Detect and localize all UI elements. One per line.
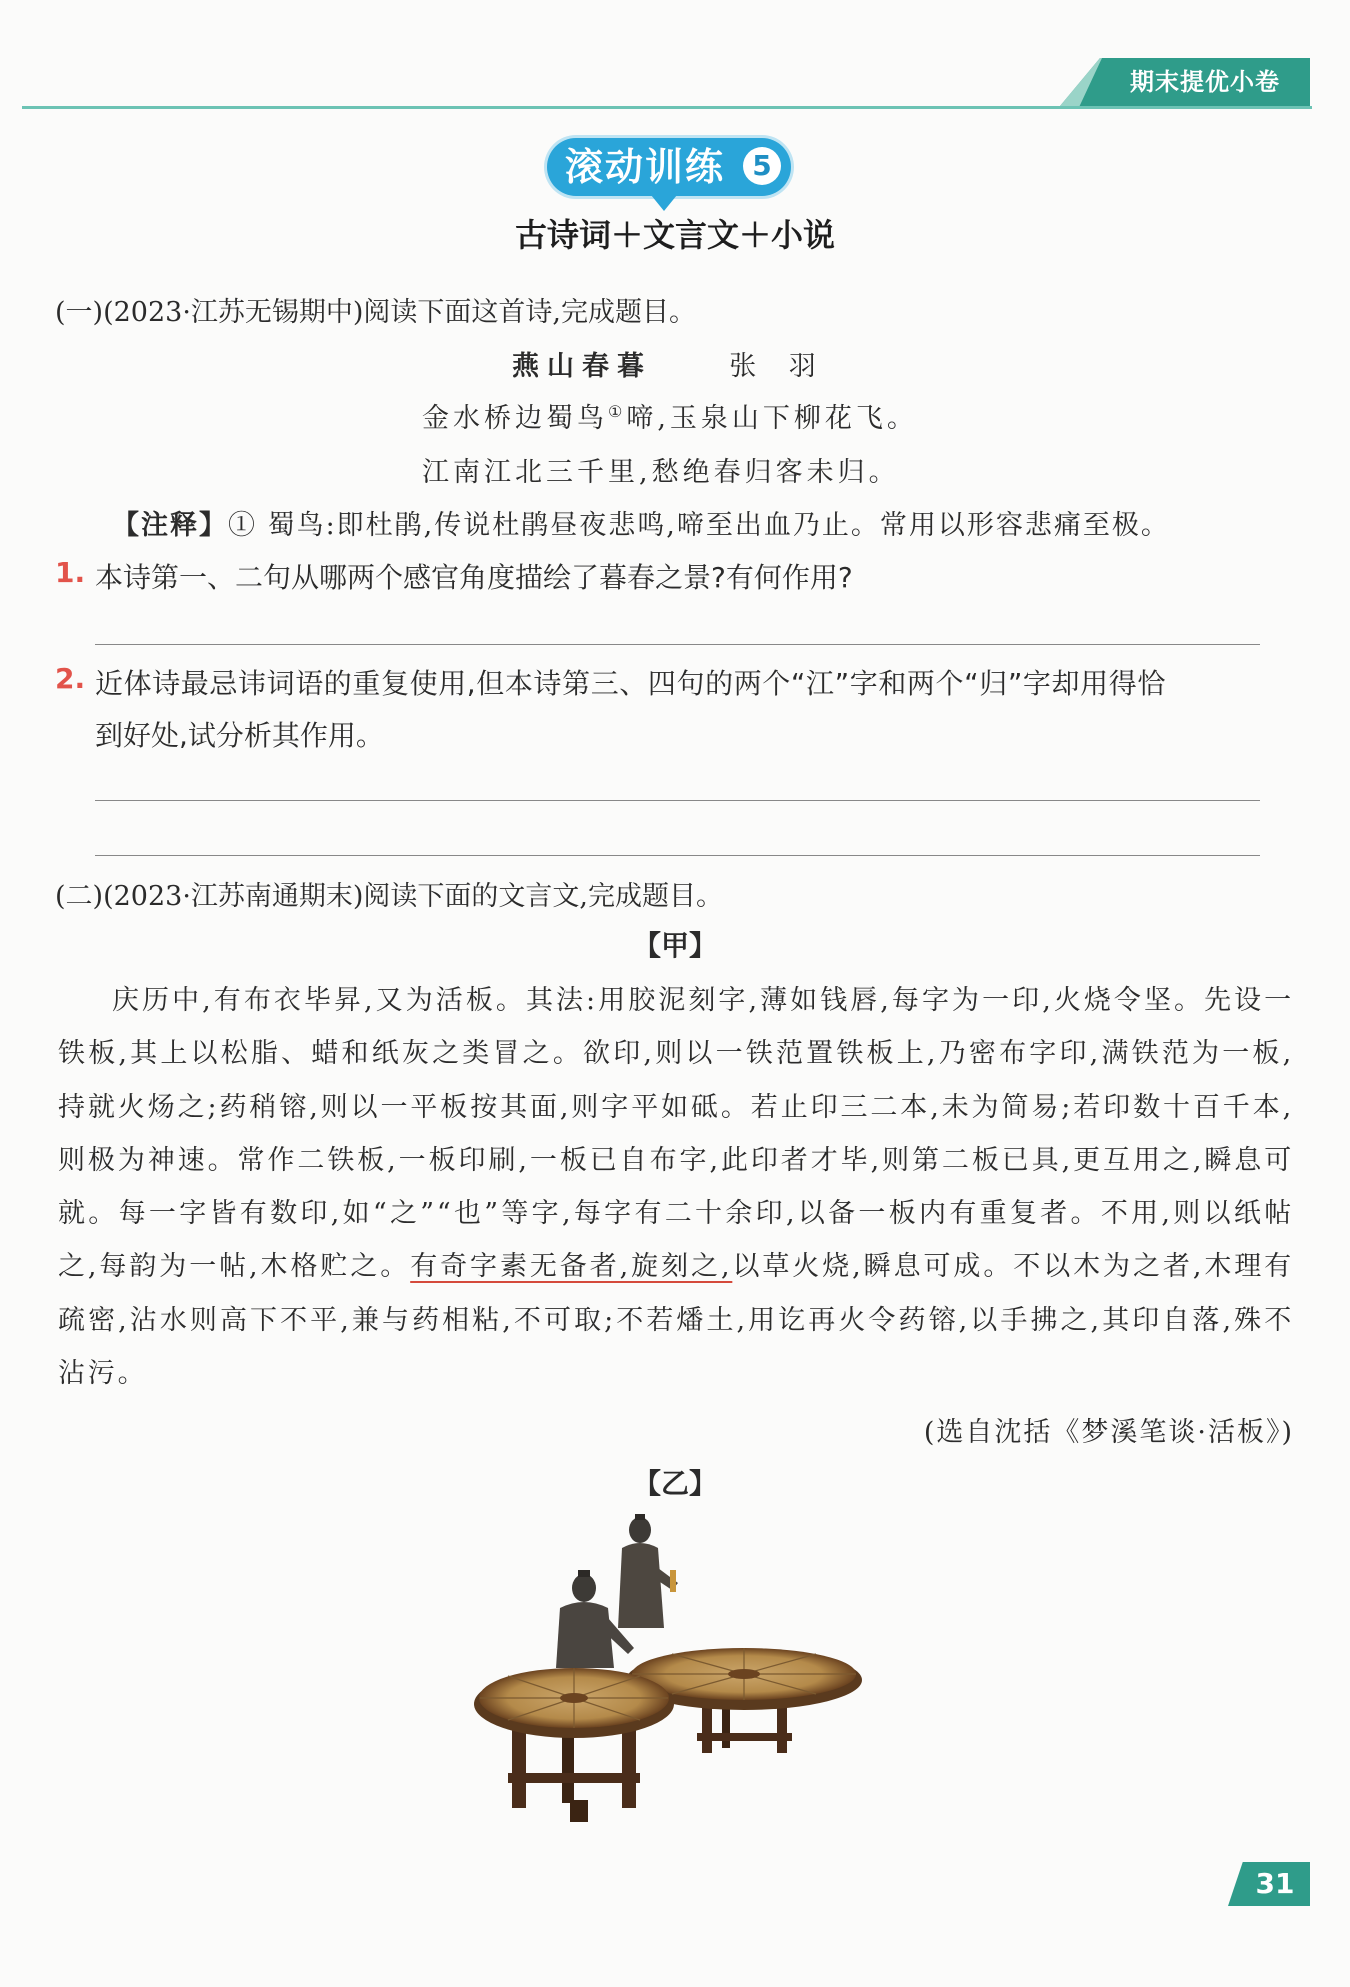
note-text: ① 蜀鸟:即杜鹃,传说杜鹃昼夜悲鸣,啼至出血乃止。常用以形容悲痛至极。 — [228, 510, 1170, 541]
answer-line[interactable] — [95, 800, 1260, 801]
movable-type-illustration — [472, 1508, 872, 1828]
section-yi-label: 【乙】 — [632, 1467, 717, 1500]
standing-figure — [618, 1514, 678, 1628]
classical-passage — [58, 974, 1294, 1400]
poem-title: 燕山春暮 — [512, 351, 652, 382]
front-type-table — [474, 1668, 674, 1822]
badge-number: 5 — [743, 147, 781, 185]
poem-line-1-start: 金水桥边蜀鸟 — [422, 403, 608, 434]
note-label: 【注释】 — [112, 510, 228, 541]
footnote-mark: ① — [608, 402, 627, 421]
poem-line-1 — [422, 396, 918, 435]
passage-source: (选自沈括《梦溪笔谈·活板》) — [923, 1417, 1294, 1448]
passage-main-text: 庆历中,有布衣毕昇,又为活板。其法:用胶泥刻字,薄如钱唇,每字为一印,火烧令坚。先设一铁板,其上以松脂、蜡和纸灰之类冒之。欲印,则以一铁范置铁板上,乃密布字印,满铁范为一板,持就火炀之;药稍镕,则以一平板按其面,则字平如砥。若止印三二本,未为简易;若印数十百千本,则极为神速。常作二铁板,一板印刷,一板已自布字,此印者才毕,则第二板已具,更互用之,瞬息可就。每一字皆有数印,如“之”“也”等字,每字有二十余印,以备一板内有重复者。不用,则以纸帖之,每韵为一帖,木格贮之。 — [58, 985, 1294, 1283]
question-1-number: 1. — [55, 556, 86, 589]
passage-end-text: 以草火烧,瞬息可成。不以木为之者,木理有疏密,沾水则高下不平,兼与药相粘,不可取;不若燔土,用讫再火令药镕,以手拂之,其印自落,殊不沾污。 — [58, 1251, 1294, 1390]
question-2-text-line-2: 到好处,试分析其作用。 — [95, 719, 384, 752]
section-title-badge — [547, 138, 791, 196]
question-1-text: 本诗第一、二句从哪两个感官角度描绘了暮春之景?有何作用? — [95, 561, 853, 594]
poem-note — [112, 503, 1170, 542]
poem-title-row — [512, 344, 828, 383]
part2-heading: (二)(2023·江苏南通期末)阅读下面的文言文,完成题目。 — [55, 881, 724, 912]
badge-text: 滚动训练 — [565, 145, 726, 189]
header-tab-label: 期末提优小卷 — [1130, 68, 1280, 96]
passage-underlined-sentence: 有奇字素无备者,旋刻之, — [410, 1251, 733, 1283]
question-2-text-line-1: 近体诗最忌讳词语的重复使用,但本诗第三、四句的两个“江”字和两个“归”字却用得恰 — [95, 667, 1166, 700]
question-2-number: 2. — [55, 662, 86, 695]
page-number: 31 — [1255, 1867, 1295, 1900]
part1-heading: (一)(2023·江苏无锡期中)阅读下面这首诗,完成题目。 — [55, 297, 697, 328]
poem-line-1-end: 啼,玉泉山下柳花飞。 — [626, 403, 918, 434]
poem-line-2: 江南江北三千里,愁绝春归客未归。 — [422, 457, 900, 488]
passage-paragraph — [58, 974, 1294, 1400]
page-subtitle: 古诗词＋文言文＋小说 — [514, 216, 835, 254]
answer-line[interactable] — [95, 644, 1260, 645]
section-jia-label: 【甲】 — [632, 929, 717, 962]
poem-author: 张 羽 — [729, 351, 828, 382]
answer-line[interactable] — [95, 855, 1260, 856]
header-rule — [22, 106, 1312, 109]
